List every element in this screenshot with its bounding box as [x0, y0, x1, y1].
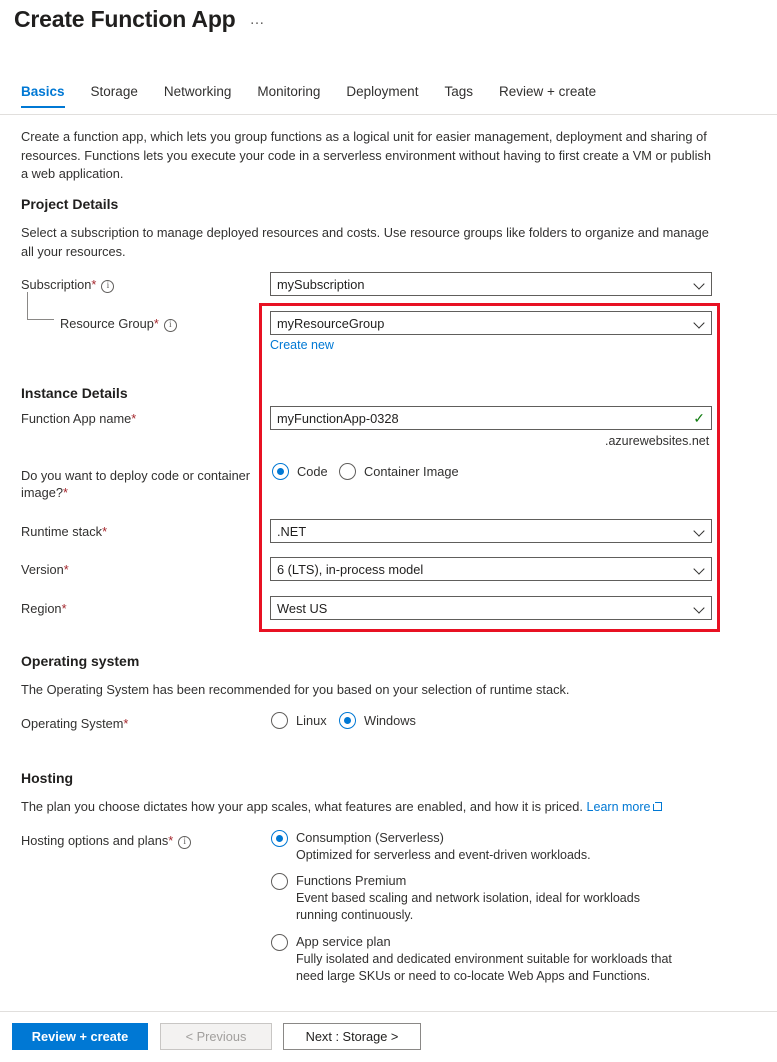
hosting-option-premium-desc: Event based scaling and network isolation, ideal for workloads running continuously. — [296, 891, 640, 922]
function-app-name-input[interactable] — [270, 406, 712, 430]
create-new-resource-group-link[interactable]: Create new — [270, 338, 334, 352]
checkmark-icon: ✓ — [693, 410, 705, 426]
intro-text: Create a function app, which lets you group functions as a logical unit for easier management, deployment and sharing of resources. Functions lets you execute your code in a serverless environment without having to first create a VM or publish a web application. — [21, 129, 711, 181]
tab-monitoring[interactable]: Monitoring — [257, 84, 321, 99]
radio-app-service-plan-icon[interactable] — [271, 934, 288, 951]
subscription-label — [21, 277, 114, 293]
tab-review-create[interactable]: Review + create — [498, 84, 597, 99]
subscription-label-text: Subscription — [21, 277, 92, 292]
operating-system-heading: Operating system — [21, 653, 140, 669]
resource-group-tree-connector — [27, 292, 54, 320]
operating-system-linux-label[interactable]: Linux — [296, 713, 327, 728]
subscription-info-icon[interactable]: i — [101, 280, 114, 293]
resource-group-value: myResourceGroup — [277, 315, 385, 331]
chevron-down-icon — [695, 318, 705, 328]
resource-group-dropdown[interactable] — [270, 311, 712, 335]
highlight-box — [259, 303, 720, 632]
hosting-option-premium-title: Functions Premium — [296, 873, 407, 888]
version-dropdown[interactable] — [270, 557, 712, 581]
previous-button[interactable]: < Previous — [160, 1023, 272, 1050]
tab-basics[interactable]: Basics — [14, 84, 78, 108]
region-dropdown[interactable] — [270, 596, 712, 620]
chevron-down-icon — [695, 526, 705, 536]
project-details-description: Select a subscription to manage deployed resources and costs. Use resource groups like folders to organize and manage all your resources. — [21, 225, 709, 259]
resource-group-info-icon[interactable]: i — [164, 319, 177, 332]
hosting-option-consumption-title: Consumption (Serverless) — [296, 830, 444, 845]
resource-group-label — [60, 316, 177, 332]
radio-code-icon[interactable] — [272, 463, 289, 480]
hosting-description-text: The plan you choose dictates how your app scales, what features are enabled, and how it is priced. — [21, 799, 583, 814]
tab-bar — [14, 84, 777, 108]
deploy-choice-label — [21, 467, 261, 501]
function-app-name-value: myFunctionApp-0328 — [277, 410, 399, 426]
function-app-name-suffix: .azurewebsites.net — [605, 434, 710, 448]
hosting-learn-more-link[interactable]: Learn more — [586, 800, 651, 814]
operating-system-windows-option[interactable] — [339, 712, 416, 729]
tab-networking[interactable]: Networking — [163, 84, 232, 99]
more-options-button[interactable]: … — [249, 11, 265, 28]
hosting-option-app-service-plan-desc: Fully isolated and dedicated environment suitable for workloads that need large SKUs or need to co-locate Web Apps and Functions. — [296, 952, 672, 983]
runtime-stack-label-text: Runtime stack — [21, 524, 103, 539]
region-label-text: Region — [21, 601, 62, 616]
runtime-stack-dropdown[interactable] — [270, 519, 712, 543]
subscription-dropdown[interactable] — [270, 272, 712, 296]
chevron-down-icon — [695, 564, 705, 574]
radio-consumption-icon[interactable] — [271, 830, 288, 847]
radio-windows-icon[interactable] — [339, 712, 356, 729]
runtime-stack-required-mark: * — [102, 524, 108, 539]
instance-details-heading: Instance Details — [21, 385, 128, 401]
radio-container-image-icon[interactable] — [339, 463, 356, 480]
function-app-name-label — [21, 411, 136, 426]
hosting-heading: Hosting — [21, 770, 74, 786]
page-title: Create Function App — [14, 6, 236, 32]
deploy-choice-container-option[interactable] — [339, 463, 459, 480]
tab-deployment[interactable]: Deployment — [346, 84, 419, 99]
resource-group-required-mark: * — [153, 316, 159, 331]
chevron-down-icon — [695, 603, 705, 613]
hosting-options-info-icon[interactable]: i — [178, 836, 191, 849]
operating-system-windows-label[interactable]: Windows — [364, 713, 416, 728]
title-row — [14, 6, 265, 33]
hosting-options-label-text: Hosting options and plans — [21, 833, 169, 848]
version-label-text: Version — [21, 562, 64, 577]
tab-tags[interactable]: Tags — [444, 84, 473, 99]
hosting-option-app-service-plan-title: App service plan — [296, 934, 391, 949]
deploy-choice-code-option[interactable] — [272, 463, 328, 480]
hosting-option-premium[interactable] — [271, 873, 671, 924]
subscription-required-mark: * — [91, 277, 97, 292]
operating-system-description: The Operating System has been recommended for you based on your selection of runtime stack. — [21, 682, 570, 697]
deploy-choice-label-text: Do you want to deploy code or container image? — [21, 468, 251, 500]
footer-divider — [0, 1011, 777, 1012]
deploy-choice-required-mark: * — [62, 485, 68, 500]
project-details-heading: Project Details — [21, 196, 119, 212]
operating-system-label — [21, 716, 128, 731]
region-value: West US — [277, 600, 328, 616]
version-label — [21, 562, 69, 577]
deploy-choice-code-label[interactable]: Code — [297, 464, 328, 479]
subscription-value: mySubscription — [277, 276, 365, 292]
hosting-option-consumption-desc: Optimized for serverless and event-driven workloads. — [296, 848, 591, 862]
hosting-option-app-service-plan[interactable] — [271, 934, 701, 985]
hosting-options-required-mark: * — [168, 833, 174, 848]
radio-linux-icon[interactable] — [271, 712, 288, 729]
runtime-stack-label — [21, 524, 107, 539]
region-required-mark: * — [61, 601, 67, 616]
chevron-down-icon — [695, 279, 705, 289]
operating-system-linux-option[interactable] — [271, 712, 327, 729]
hosting-description — [21, 798, 721, 817]
version-value: 6 (LTS), in-process model — [277, 561, 424, 577]
hosting-option-consumption[interactable] — [271, 830, 701, 864]
operating-system-required-mark: * — [123, 716, 129, 731]
version-required-mark: * — [63, 562, 69, 577]
review-create-button[interactable]: Review + create — [12, 1023, 148, 1050]
region-label — [21, 601, 67, 616]
hosting-options-label — [21, 833, 191, 849]
next-storage-button[interactable]: Next : Storage > — [283, 1023, 421, 1050]
function-app-name-required-mark: * — [131, 411, 137, 426]
tab-storage[interactable]: Storage — [90, 84, 138, 99]
radio-functions-premium-icon[interactable] — [271, 873, 288, 890]
tab-underline — [0, 114, 777, 115]
resource-group-label-text: Resource Group — [60, 316, 154, 331]
operating-system-label-text: Operating System — [21, 716, 124, 731]
external-link-icon — [653, 802, 662, 811]
deploy-choice-container-label[interactable]: Container Image — [364, 464, 459, 479]
runtime-stack-value: .NET — [277, 523, 307, 539]
function-app-name-label-text: Function App name — [21, 411, 132, 426]
